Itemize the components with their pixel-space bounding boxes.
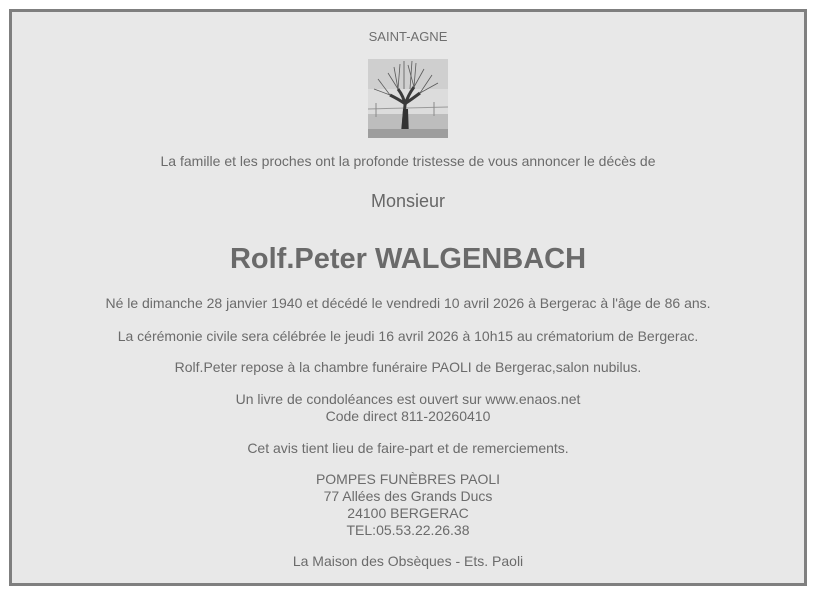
obituary-notice [9,9,807,586]
town-name: SAINT-AGNE [368,29,448,44]
birth-death-text: Né le dimanche 28 janvier 1940 et décédé le vendredi 10 avril 2026 à Bergerac à l'âge de 86 ans. [105,295,711,311]
thanks-text: Cet avis tient lieu de faire-part et de remerciements. [247,440,569,456]
deceased-name: Rolf.Peter WALGENBACH [229,243,587,275]
funeral-home-street: 77 Allées des Grands Ducs [323,488,493,504]
ceremony-text: La cérémonie civile sera célébrée le jeudi 16 avril 2026 à 10h15 au crématorium de Bergerac. [117,328,699,344]
signature: La Maison des Obsèques - Ets. Paoli [292,553,524,569]
funeral-home-phone: TEL:05.53.22.26.38 [346,522,470,538]
funeral-home-name: POMPES FUNÈBRES PAOLI [315,471,501,487]
rest-location-text: Rolf.Peter repose à la chambre funéraire PAOLI de Bergerac,salon nubilus. [174,359,642,375]
condolences-text: Un livre de condoléances est ouvert sur www.enaos.net [235,391,581,407]
civility: Monsieur [370,191,446,211]
funeral-home-city: 24100 BERGERAC [347,505,469,521]
intro-text: La famille et les proches ont la profonde tristesse de vous annoncer le décès de [160,153,656,169]
direct-code: Code direct 811-20260410 [325,408,491,424]
tree-photo [368,59,448,138]
